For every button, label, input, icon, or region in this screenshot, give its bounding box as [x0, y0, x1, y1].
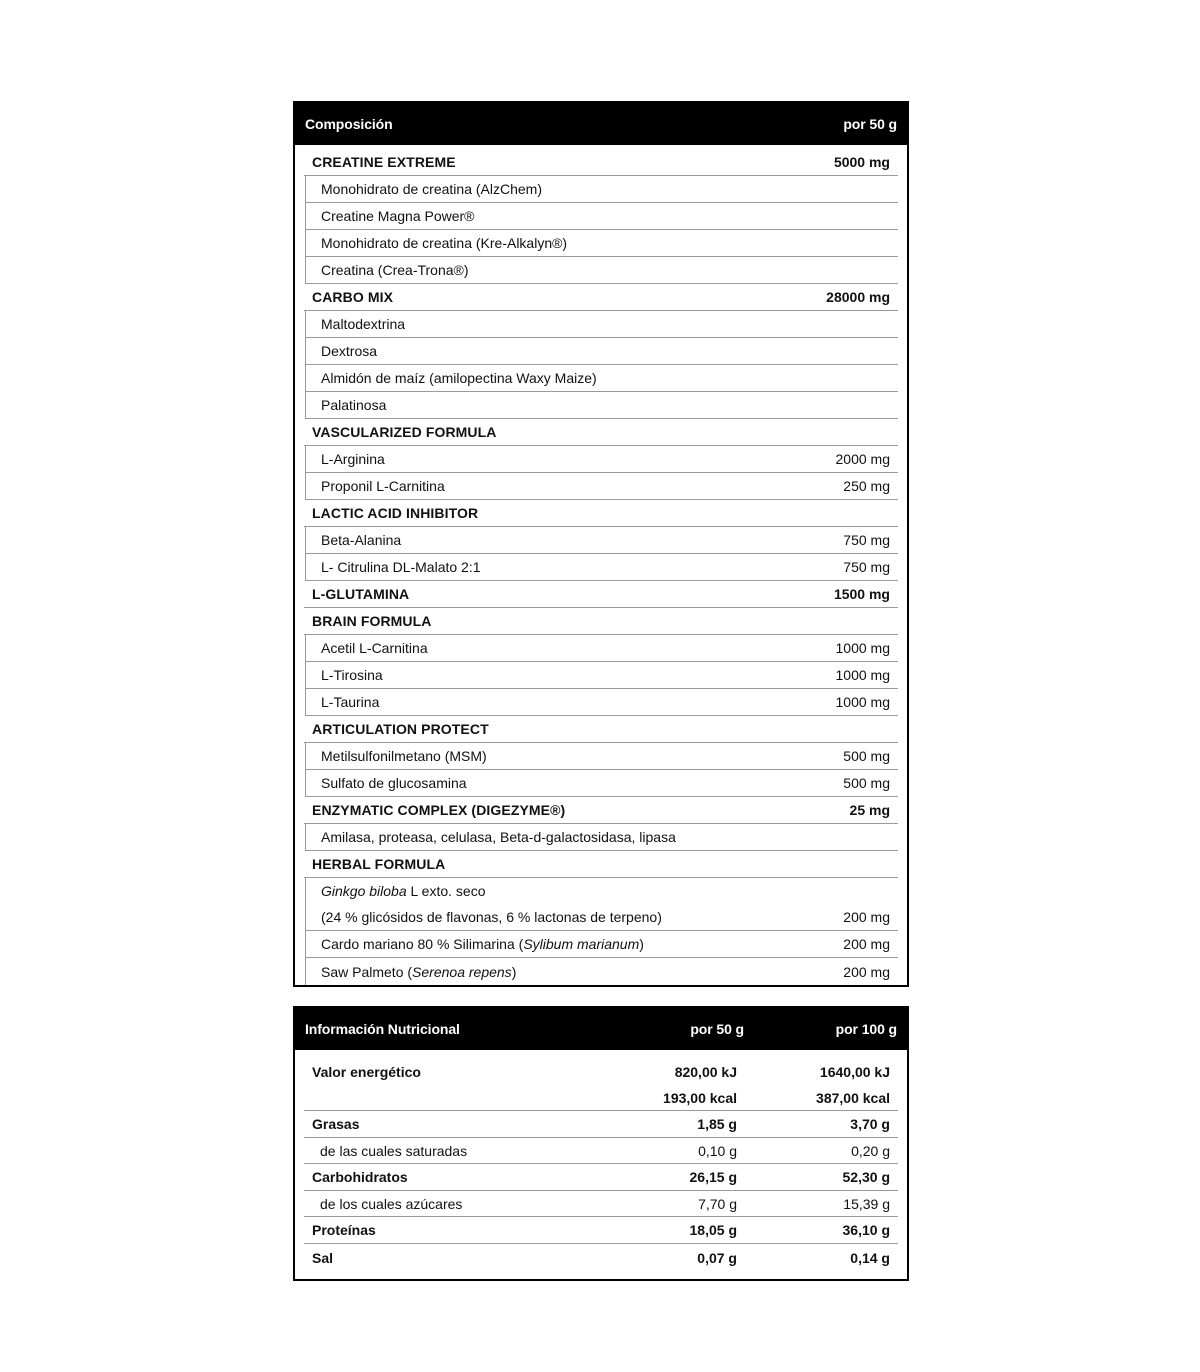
section-name: BRAIN FORMULA	[312, 613, 432, 629]
amount: 1000 mg	[835, 694, 890, 710]
amount: 5000 mg	[833, 154, 890, 170]
nutrient-per100: 52,30 g	[842, 1169, 890, 1185]
nutrient-per100: 36,10 g	[842, 1222, 890, 1238]
energy-row	[304, 1054, 898, 1111]
ingredient-name: (24 % glicósidos de flavonas, 6 % lactonas de terpeno)	[321, 909, 662, 925]
nutrition-row	[304, 1217, 898, 1244]
nutrient-per100: 0,20 g	[851, 1142, 890, 1159]
ingredient-name: Monohidrato de creatina (Kre-Alkalyn®)	[321, 235, 568, 251]
ingredient-name-part: )	[511, 963, 517, 980]
amount: 200 mg	[843, 963, 890, 980]
nutrient-name: de las cuales saturadas	[320, 1142, 468, 1159]
section-name: ENZYMATIC COMPLEX (DIGEZYME®)	[312, 802, 566, 818]
composition-item-row	[305, 958, 898, 985]
section-name: HERBAL FORMULA	[312, 856, 446, 872]
composition-item-row	[305, 635, 898, 662]
ingredient-name: Proponil L-Carnitina	[321, 478, 445, 494]
composition-per-label: por 50 g	[843, 116, 897, 132]
ingredient-name-part: Sylibum marianum	[523, 936, 640, 952]
section-name: ARTICULATION PROTECT	[312, 721, 489, 737]
ingredient-name: Creatina (Crea-Trona®)	[321, 262, 469, 278]
nutrient-per100: 15,39 g	[843, 1195, 890, 1212]
composition-item-row	[305, 662, 898, 689]
nutrition-row	[304, 1164, 898, 1191]
ingredient-name: Amilasa, proteasa, celulasa, Beta-d-galactosidasa, lipasa	[321, 829, 676, 845]
amount: 1000 mg	[835, 667, 890, 683]
section-name: CREATINE EXTREME	[312, 154, 456, 170]
composition-section-row	[304, 581, 898, 608]
ingredient-name-part: Serenoa repens	[412, 963, 512, 980]
amount: 1000 mg	[835, 640, 890, 656]
ingredient-name: Sulfato de glucosamina	[321, 775, 467, 791]
ingredient-name-part: L exto. seco	[406, 883, 486, 899]
energy-per50	[600, 1054, 745, 1110]
composition-body	[295, 145, 907, 985]
ingredient-name: L-Tirosina	[321, 667, 383, 683]
composition-section-row	[304, 608, 898, 635]
composition-section-row	[304, 797, 898, 824]
nutrient-per50: 1,85 g	[697, 1116, 737, 1132]
composition-section-row	[304, 851, 898, 878]
composition-title: Composición	[305, 116, 393, 132]
nutrition-per50-label: por 50 g	[690, 1021, 744, 1037]
ingredient-name: Metilsulfonilmetano (MSM)	[321, 748, 487, 764]
section-name: LACTIC ACID INHIBITOR	[312, 505, 479, 521]
energy-kj-per100: 1640,00 kJ	[819, 1064, 890, 1080]
energy-kcal-per100: 387,00 kcal	[816, 1090, 890, 1106]
composition-item-row	[305, 931, 898, 958]
composition-section-row	[304, 284, 898, 311]
composition-item-row	[305, 203, 898, 230]
composition-item-row	[305, 904, 898, 931]
composition-item-row	[305, 365, 898, 392]
ingredient-name: Acetil L-Carnitina	[321, 640, 428, 656]
composition-section-row	[304, 419, 898, 446]
nutrient-per50: 18,05 g	[689, 1222, 737, 1238]
amount: 25 mg	[849, 802, 890, 818]
nutrition-per100-label: por 100 g	[835, 1021, 897, 1037]
composition-item-row	[305, 527, 898, 554]
composition-item-row	[305, 230, 898, 257]
ingredient-name: L- Citrulina DL-Malato 2:1	[321, 559, 481, 575]
composition-item-row	[305, 176, 898, 203]
composition-item-row	[305, 392, 898, 419]
composition-section-row	[304, 149, 898, 176]
ingredient-name: Palatinosa	[321, 397, 387, 413]
ingredient-name: Creatine Magna Power®	[321, 208, 475, 224]
nutrient-per50: 7,70 g	[698, 1195, 737, 1212]
composition-item-row	[305, 446, 898, 473]
amount: 200 mg	[843, 936, 890, 952]
ingredient-name: Dextrosa	[321, 343, 378, 359]
ingredient-name: L-Taurina	[321, 694, 380, 710]
ingredient-name: Almidón de maíz (amilopectina Waxy Maize)	[321, 370, 597, 386]
ingredient-name-part: Saw Palmeto (	[321, 963, 413, 980]
nutrition-row	[304, 1244, 898, 1271]
ingredient-name: L-Arginina	[321, 451, 385, 467]
composition-item-row	[305, 338, 898, 365]
composition-header	[295, 103, 907, 145]
nutrition-table	[293, 1006, 909, 1281]
ingredient-name	[306, 883, 890, 899]
amount: 200 mg	[843, 909, 890, 925]
ingredient-name	[306, 964, 843, 980]
composition-item-row	[305, 257, 898, 284]
composition-item-row	[305, 311, 898, 338]
energy-label: Valor energético	[312, 1064, 421, 1080]
nutrient-per50: 0,10 g	[698, 1142, 737, 1159]
nutrient-name: de los cuales azúcares	[320, 1195, 463, 1212]
nutrient-per50: 0,07 g	[697, 1249, 737, 1266]
ingredient-name-part: Cardo mariano 80 % Silimarina (	[321, 936, 524, 952]
composition-item-row	[305, 770, 898, 797]
ingredient-name-part: )	[639, 936, 644, 952]
ingredient-name: Beta-Alanina	[321, 532, 402, 548]
composition-item-row	[305, 824, 898, 851]
ingredient-name: Monohidrato de creatina (AlzChem)	[321, 181, 542, 197]
ingredient-name: Maltodextrina	[321, 316, 406, 332]
nutrition-title: Información Nutricional	[305, 1021, 460, 1037]
composition-item-row	[305, 743, 898, 770]
amount: 500 mg	[843, 748, 890, 764]
nutrition-row	[304, 1138, 898, 1164]
amount: 2000 mg	[835, 451, 890, 467]
amount: 750 mg	[843, 559, 890, 575]
energy-kcal-per50: 193,00 kcal	[663, 1090, 737, 1106]
ingredient-name	[306, 936, 843, 952]
nutrient-name: Carbohidratos	[312, 1169, 408, 1185]
amount: 28000 mg	[826, 289, 890, 305]
nutrition-row	[304, 1191, 898, 1217]
composition-section-row	[304, 716, 898, 743]
composition-item-row	[305, 473, 898, 500]
composition-table	[293, 101, 909, 987]
amount: 750 mg	[843, 532, 890, 548]
section-name: CARBO MIX	[312, 289, 394, 305]
nutrition-row	[304, 1111, 898, 1138]
nutrient-per100: 3,70 g	[850, 1116, 890, 1132]
amount: 500 mg	[843, 775, 890, 791]
composition-item-row	[305, 878, 898, 904]
nutrient-per100: 0,14 g	[850, 1249, 890, 1266]
section-name: L-GLUTAMINA	[312, 586, 410, 602]
composition-item-row	[305, 554, 898, 581]
ingredient-name-part: Ginkgo biloba	[321, 883, 407, 899]
nutrient-name: Sal	[312, 1249, 334, 1266]
composition-section-row	[304, 500, 898, 527]
nutrient-name: Proteínas	[312, 1222, 376, 1238]
nutrition-body	[295, 1050, 907, 1279]
nutrient-per50: 26,15 g	[689, 1169, 737, 1185]
amount: 250 mg	[843, 478, 890, 494]
section-name: VASCULARIZED FORMULA	[312, 424, 497, 440]
energy-kj-per50: 820,00 kJ	[674, 1064, 737, 1080]
composition-item-row	[305, 689, 898, 716]
nutrition-header	[295, 1008, 907, 1050]
nutrient-name: Grasas	[312, 1116, 360, 1132]
energy-per100	[745, 1054, 898, 1110]
amount: 1500 mg	[833, 586, 890, 602]
